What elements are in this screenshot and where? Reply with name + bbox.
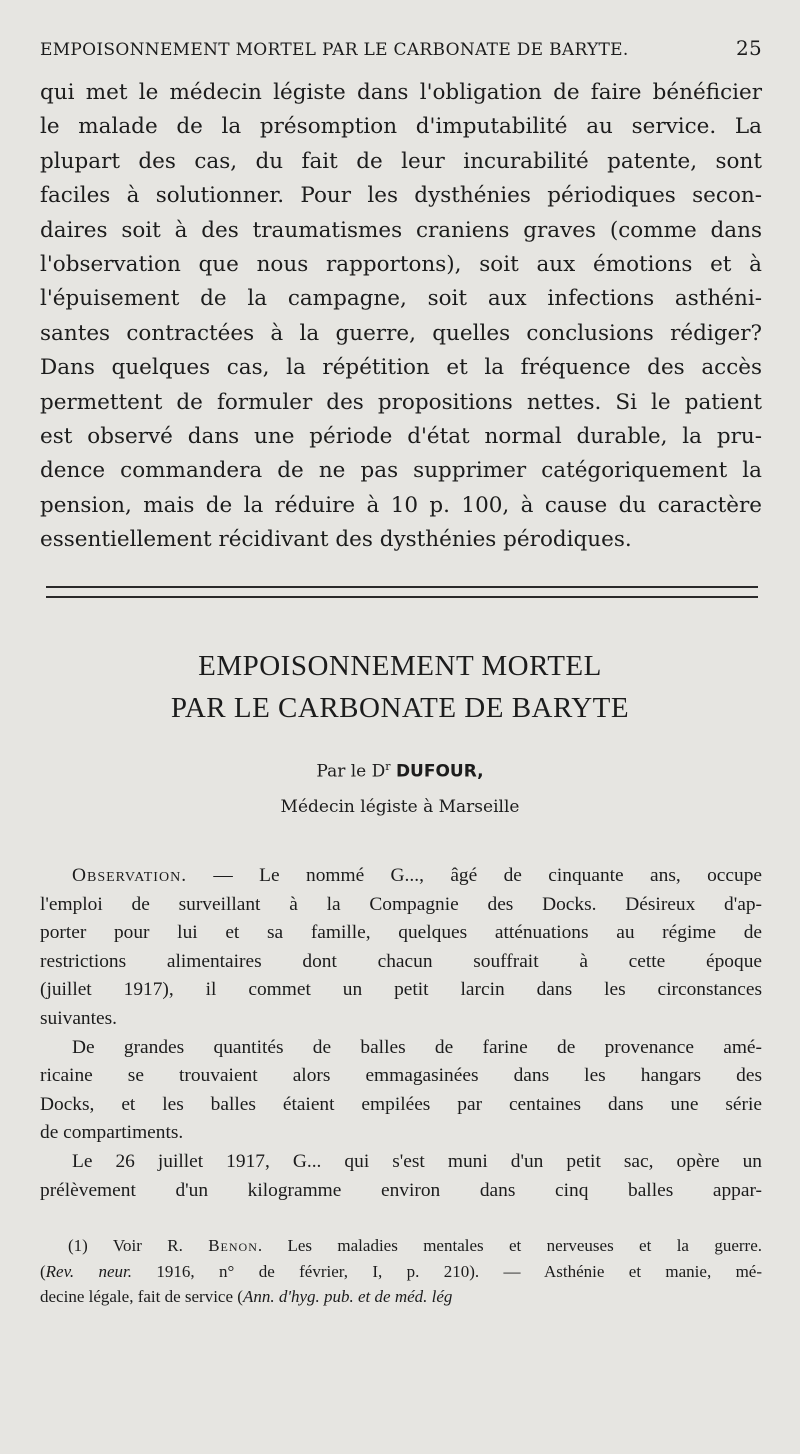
text-line: le malade de la présomption d'imputabilité au service. La: [40, 114, 762, 140]
footnote-line: [40, 1284, 762, 1310]
text-line: restrictions alimentaires dont chacun souffrait à cette époque: [40, 950, 762, 972]
footnote: [40, 1233, 762, 1310]
text-line: porter pour lui et sa famille, quelques atténuations au régime de: [40, 922, 762, 944]
text-line: qui met le médecin légiste dans l'obligation de faire bénéficier: [40, 80, 762, 105]
footnote-text: decine légale, fait de service (: [40, 1287, 243, 1306]
text-line: permettent de formuler des propositions nettes. Si le patient: [40, 389, 762, 415]
text-line: prélèvement d'un kilogramme environ dans cinq balles appar-: [40, 1179, 762, 1201]
text-line: santes contractées à la guerre, quelles conclusions rédiger?: [40, 320, 762, 346]
footnote-text: 1916, n° de février, I, p. 210). — Asthénie et manie, mé-: [132, 1261, 762, 1281]
footnote-text: (1) Voir R.: [68, 1236, 209, 1255]
author-name: DUFOUR,: [395, 761, 484, 782]
footnote-journal: Rev. neur.: [45, 1261, 133, 1281]
running-title: EMPOISONNEMENT MORTEL PAR LE CARBONATE DE BARYTE.: [40, 40, 629, 60]
text-line: faciles à solutionner. Pour les dysthénies périodiques secon-: [40, 183, 762, 209]
text-line: ricaine se trouvaient alors emmagasinées dans les hangars des: [40, 1065, 762, 1087]
article-title-line-1: EMPOISONNEMENT MORTEL: [198, 650, 602, 682]
footnote-line: [40, 1233, 762, 1259]
article-title-line-2: PAR LE CARBONATE DE BARYTE: [170, 692, 630, 724]
page-number: 25: [735, 36, 762, 60]
text-line: (juillet 1917), il commet un petit larcin dans les circonstances: [40, 979, 762, 1001]
footnote-text: . Les maladies mentales et nerveuses et la guerre.: [257, 1236, 762, 1255]
byline-superscript: r: [385, 760, 391, 773]
continued-paragraph: [40, 76, 762, 558]
text-line: de compartiments.: [40, 1122, 184, 1144]
text-line: l'épuisement de la campagne, soit aux infections asthéni-: [40, 286, 762, 312]
observation-label: Observation.: [72, 865, 188, 886]
author-affiliation: Médecin légiste à Marseille: [280, 797, 520, 817]
section-divider-rule: [46, 596, 758, 598]
text-line: suivantes.: [40, 1007, 118, 1029]
text-line: essentiellement récidivant des dysthénies pérodiques.: [40, 527, 632, 553]
article-body: [40, 862, 762, 1205]
byline: [0, 760, 800, 782]
text-line: plupart des cas, du fait de leur incurabilité patente, sont: [40, 148, 762, 174]
text-line-rest: — Le nommé G..., âgé de cinquante ans, occupe: [187, 865, 762, 886]
footnote-journal: Ann. d'hyg. pub. et de méd. lég: [242, 1287, 453, 1306]
text-line: l'emploi de surveillant à la Compagnie des Docks. Désireux d'ap-: [40, 893, 762, 915]
text-line: [40, 862, 762, 891]
running-header: [40, 36, 762, 60]
text-line: l'observation que nous rapportons), soit aux émotions et à: [40, 252, 762, 278]
byline-prefix: Par le D: [316, 761, 386, 782]
footnote-author: Benon: [208, 1236, 258, 1255]
text-line: dence commandera de ne pas supprimer catégoriquement la: [40, 458, 762, 484]
text-line: Le 26 juillet 1917, G... qui s'est muni d'un petit sac, opère un: [72, 1150, 762, 1172]
text-line: Dans quelques cas, la répétition et la fréquence des accès: [40, 355, 762, 381]
text-line: De grandes quantités de balles de farine de provenance amé-: [72, 1036, 762, 1058]
text-line: est observé dans une période d'état normal durable, la pru-: [40, 424, 762, 450]
text-line: daires soit à des traumatismes craniens graves (comme dans: [40, 217, 762, 243]
text-line: pension, mais de la réduire à 10 p. 100, à cause du caractère: [40, 492, 762, 518]
section-divider-rule: [46, 586, 758, 588]
footnote-text: (: [40, 1261, 46, 1281]
footnote-line: [40, 1259, 762, 1285]
text-line: Docks, et les balles étaient empilées par centaines dans une série: [40, 1093, 762, 1115]
